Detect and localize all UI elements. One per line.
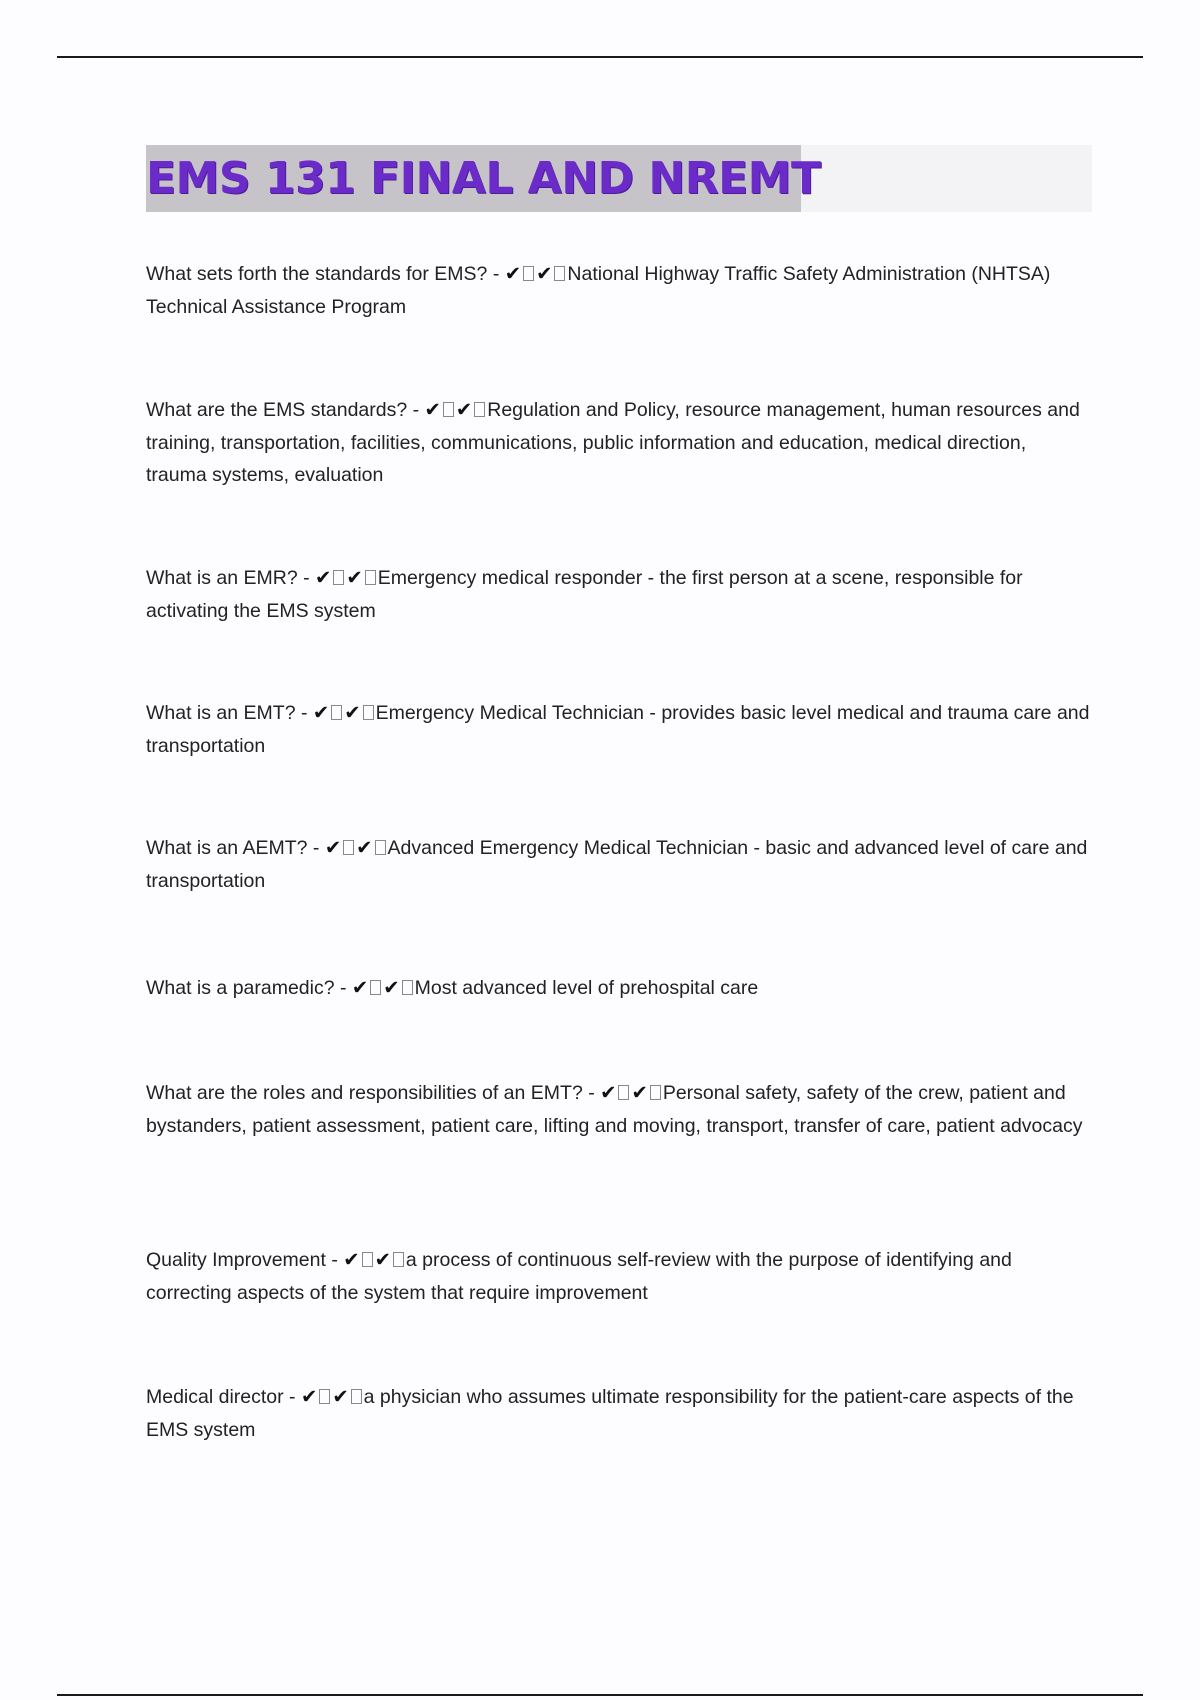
missing-glyph-icon bbox=[363, 705, 374, 720]
question-text: What is an AEMT? - bbox=[146, 837, 325, 859]
qa-item bbox=[146, 832, 1091, 897]
check-mark-icon: ✔ bbox=[374, 1249, 391, 1271]
check-mark-icon: ✔ bbox=[346, 567, 363, 589]
qa-item bbox=[146, 394, 1091, 492]
answer-text: Emergency medical responder - the first person at a scene, responsible for activating the EMS system bbox=[146, 567, 1023, 622]
missing-glyph-icon bbox=[393, 1252, 404, 1267]
missing-glyph-icon bbox=[343, 840, 354, 855]
missing-glyph-icon bbox=[443, 402, 454, 417]
check-mark-icon: ✔ bbox=[631, 1082, 648, 1104]
missing-glyph-icon bbox=[351, 1389, 362, 1404]
answer-text: a physician who assumes ultimate responsibility for the patient-care aspects of the EMS system bbox=[146, 1386, 1074, 1441]
missing-glyph-icon bbox=[319, 1389, 330, 1404]
missing-glyph-icon bbox=[370, 980, 381, 995]
check-mark-icon: ✔ bbox=[600, 1082, 617, 1104]
missing-glyph-icon bbox=[618, 1085, 629, 1100]
check-mark-icon: ✔ bbox=[315, 567, 332, 589]
question-text: What is an EMR? - bbox=[146, 567, 316, 589]
check-mark-icon: ✔ bbox=[536, 263, 553, 285]
check-mark-icon: ✔ bbox=[300, 1386, 318, 1408]
check-mark-icon: ✔ bbox=[351, 977, 369, 999]
missing-glyph-icon bbox=[474, 402, 485, 417]
answer-text: National Highway Traffic Safety Administration (NHTSA) Technical Assistance Program bbox=[146, 263, 1051, 318]
check-mark-icon: ✔ bbox=[455, 399, 473, 421]
answer-text: Personal safety, safety of the crew, patient and bystanders, patient assessment, patient care, lifting and moving, transport, transfer of care, patient advocacy bbox=[146, 1082, 1083, 1137]
missing-glyph-icon bbox=[365, 570, 376, 585]
qa-item bbox=[146, 1244, 1091, 1309]
check-mark-icon: ✔ bbox=[504, 263, 522, 285]
qa-item bbox=[146, 972, 1091, 1005]
qa-item bbox=[146, 1077, 1091, 1142]
check-mark-icon: ✔ bbox=[343, 1249, 360, 1271]
check-mark-icon: ✔ bbox=[332, 1386, 349, 1408]
check-mark-icon: ✔ bbox=[383, 977, 400, 999]
missing-glyph-icon bbox=[331, 705, 342, 720]
missing-glyph-icon bbox=[402, 980, 413, 995]
answer-text: Emergency Medical Technician - provides basic level medical and trauma care and transportation bbox=[146, 702, 1090, 757]
question-text: What are the roles and responsibilities of an EMT? - bbox=[146, 1082, 601, 1104]
missing-glyph-icon bbox=[650, 1085, 661, 1100]
question-text: What is an EMT? - bbox=[146, 702, 313, 724]
missing-glyph-icon bbox=[523, 266, 534, 281]
missing-glyph-icon bbox=[375, 840, 386, 855]
answer-text: Regulation and Policy, resource management, human resources and training, transportation, facilities, communications, public information and education, medical direction, trauma systems, evaluation bbox=[146, 399, 1080, 486]
question-text: Quality Improvement - bbox=[146, 1249, 344, 1271]
document-title: EMS 131 FINAL AND NREMT bbox=[146, 153, 821, 204]
check-mark-icon: ✔ bbox=[344, 702, 361, 724]
check-mark-icon: ✔ bbox=[356, 837, 373, 859]
answer-text: a process of continuous self-review with the purpose of identifying and correcting aspects of the system that require improvement bbox=[146, 1249, 1012, 1304]
question-text: What is a paramedic? - bbox=[146, 977, 352, 999]
missing-glyph-icon bbox=[362, 1252, 373, 1267]
answer-text: Most advanced level of prehospital care bbox=[414, 977, 759, 999]
qa-item bbox=[146, 562, 1091, 627]
question-text: Medical director - bbox=[146, 1386, 301, 1408]
question-text: What sets forth the standards for EMS? - bbox=[146, 263, 505, 285]
header-rule bbox=[57, 56, 1143, 58]
question-text: What are the EMS standards? - bbox=[146, 399, 425, 421]
check-mark-icon: ✔ bbox=[324, 837, 342, 859]
qa-item bbox=[146, 697, 1091, 762]
missing-glyph-icon bbox=[333, 570, 344, 585]
check-mark-icon: ✔ bbox=[424, 399, 441, 421]
qa-item bbox=[146, 258, 1091, 323]
check-mark-icon: ✔ bbox=[312, 702, 330, 724]
missing-glyph-icon bbox=[554, 266, 565, 281]
qa-item bbox=[146, 1381, 1091, 1446]
footer-rule bbox=[57, 1694, 1143, 1696]
answer-text: Advanced Emergency Medical Technician - basic and advanced level of care and transportation bbox=[146, 837, 1088, 892]
